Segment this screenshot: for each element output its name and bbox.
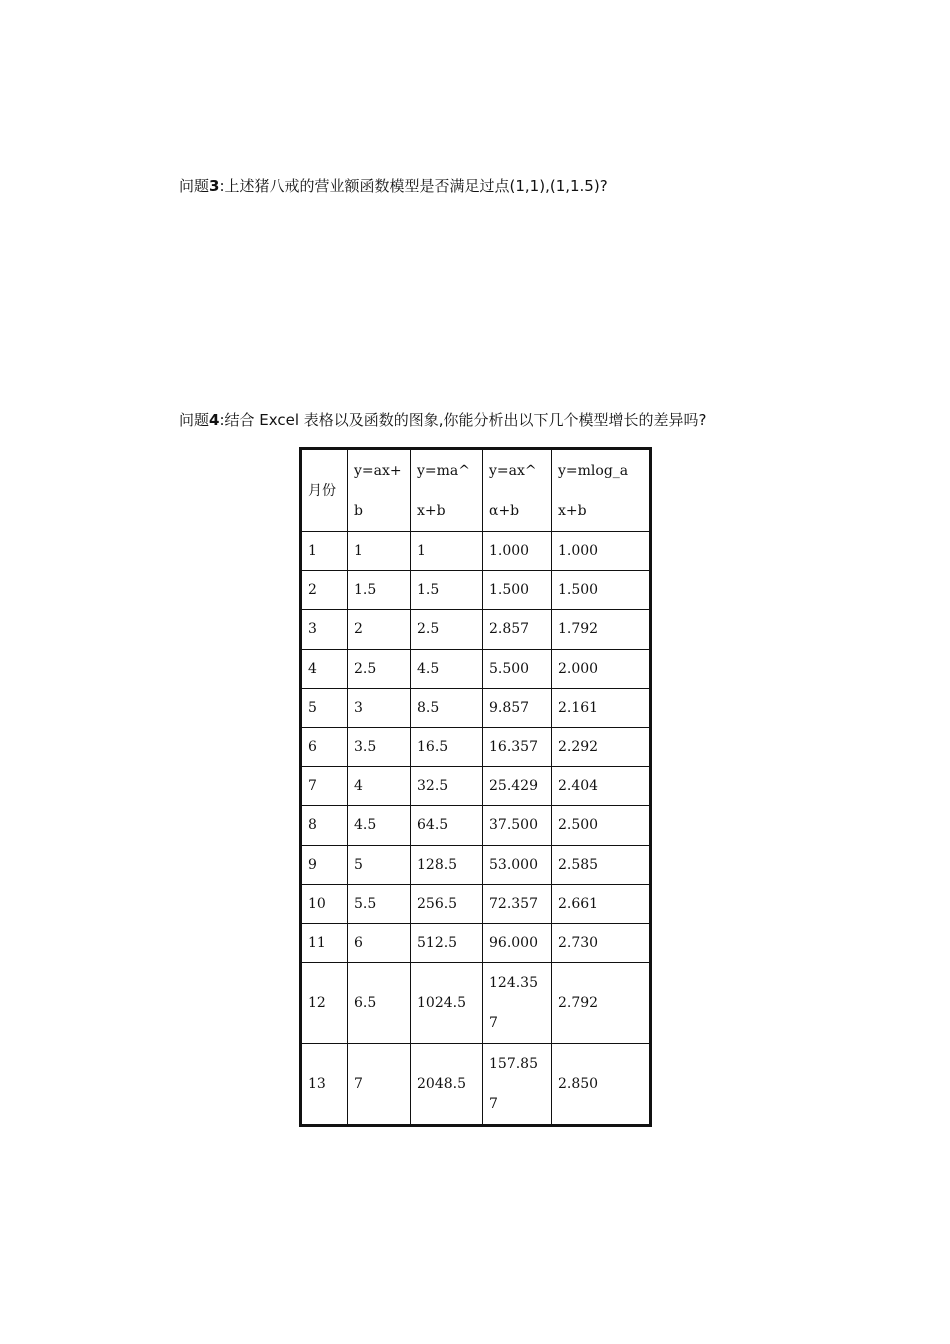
- table-row: [301, 688, 651, 727]
- table-cell: 2.161: [552, 688, 651, 727]
- table-cell: 2: [348, 610, 411, 649]
- table-cell: 72.357: [483, 884, 552, 923]
- table-cell: 1.000: [483, 532, 552, 571]
- table-cell: 1.792: [552, 610, 651, 649]
- header-exponential-text: y=ma^x+b: [417, 462, 470, 519]
- table-cell: 64.5: [411, 806, 483, 845]
- table-cell: 5: [348, 845, 411, 884]
- table-header-row: [301, 449, 651, 532]
- table-cell: 9.857: [483, 688, 552, 727]
- table-row: [301, 571, 651, 610]
- table-cell: 1: [301, 532, 348, 571]
- table-cell: 128.5: [411, 845, 483, 884]
- table-row: [301, 610, 651, 649]
- question-3-text: :上述猪八戒的营业额函数模型是否满足过点(1,1),(1,1.5)?: [219, 177, 608, 195]
- growth-models-table: [299, 447, 652, 1127]
- table-cell: 96.000: [483, 923, 552, 962]
- table-cell: 1024.5: [411, 963, 483, 1044]
- table-row: [301, 845, 651, 884]
- table-cell: 8: [301, 806, 348, 845]
- question-4-number: 4: [209, 411, 220, 429]
- table-row: [301, 767, 651, 806]
- table-row: [301, 923, 651, 962]
- table-cell: 4.5: [411, 649, 483, 688]
- table-row: [301, 884, 651, 923]
- header-power: [483, 449, 552, 532]
- table-cell: 2.5: [348, 649, 411, 688]
- table-cell: 16.357: [483, 727, 552, 766]
- table-cell: 25.429: [483, 767, 552, 806]
- table-cell: 2: [301, 571, 348, 610]
- table-row: [301, 806, 651, 845]
- table-cell: 6: [348, 923, 411, 962]
- table-cell: 1.000: [552, 532, 651, 571]
- table-cell: 32.5: [411, 767, 483, 806]
- table-cell: 5: [301, 688, 348, 727]
- table-cell: 7: [301, 767, 348, 806]
- table-cell: 3.5: [348, 727, 411, 766]
- table-cell: 3: [348, 688, 411, 727]
- question-4-text: :结合 Excel 表格以及函数的图象,你能分析出以下几个模型增长的差异吗?: [219, 411, 707, 429]
- table-cell: 2.730: [552, 923, 651, 962]
- table-cell: 2.292: [552, 727, 651, 766]
- table-row: [301, 532, 651, 571]
- table-cell: 37.500: [483, 806, 552, 845]
- table-cell: 2.850: [552, 1044, 651, 1126]
- table-cell: 124.357: [483, 963, 552, 1044]
- table-cell: 7: [348, 1044, 411, 1126]
- question-3-number: 3: [209, 177, 220, 195]
- table-cell: 2048.5: [411, 1044, 483, 1126]
- table-cell: 4.5: [348, 806, 411, 845]
- table-cell: 13: [301, 1044, 348, 1126]
- table-cell: 3: [301, 610, 348, 649]
- table-cell: 2.857: [483, 610, 552, 649]
- table-cell: 2.404: [552, 767, 651, 806]
- table-cell: 5.5: [348, 884, 411, 923]
- table-row: [301, 963, 651, 1044]
- question-3-label: 问题: [179, 177, 210, 195]
- header-exponential: [411, 449, 483, 532]
- question-4-label: 问题: [179, 411, 210, 429]
- header-linear: [348, 449, 411, 532]
- table-cell: 6.5: [348, 963, 411, 1044]
- table-cell: 1.500: [483, 571, 552, 610]
- table-cell: 2.585: [552, 845, 651, 884]
- table-cell: 12: [301, 963, 348, 1044]
- table-cell: 1.5: [411, 571, 483, 610]
- table-cell: 10: [301, 884, 348, 923]
- table-cell: 2.5: [411, 610, 483, 649]
- header-linear-text: y=ax+b: [354, 462, 402, 519]
- table-cell: 53.000: [483, 845, 552, 884]
- header-month: [301, 449, 348, 532]
- question-3: [179, 176, 608, 196]
- table-cell: 1.500: [552, 571, 651, 610]
- table-cell: 2.661: [552, 884, 651, 923]
- table-cell: 157.857: [483, 1044, 552, 1126]
- table-cell: 1.5: [348, 571, 411, 610]
- header-month-text: 月份: [308, 482, 336, 499]
- table-row: [301, 1044, 651, 1126]
- table-cell: 1: [411, 532, 483, 571]
- table-cell: 2.792: [552, 963, 651, 1044]
- table-cell: 6: [301, 727, 348, 766]
- table-cell: 256.5: [411, 884, 483, 923]
- table-cell: 9: [301, 845, 348, 884]
- table-cell: 16.5: [411, 727, 483, 766]
- table-cell: 2.000: [552, 649, 651, 688]
- table-cell: 1: [348, 532, 411, 571]
- header-logarithmic-text: y=mlog_a x+b: [558, 462, 629, 519]
- table-cell: 8.5: [411, 688, 483, 727]
- table-cell: 4: [301, 649, 348, 688]
- table-cell: 5.500: [483, 649, 552, 688]
- table-cell: 512.5: [411, 923, 483, 962]
- header-logarithmic: [552, 449, 651, 532]
- table-body: [301, 532, 651, 1126]
- table-cell: 11: [301, 923, 348, 962]
- table-cell: 2.500: [552, 806, 651, 845]
- question-4: [179, 410, 707, 430]
- table-cell: 4: [348, 767, 411, 806]
- table-row: [301, 727, 651, 766]
- table-row: [301, 649, 651, 688]
- header-power-text: y=ax^α+b: [489, 462, 537, 519]
